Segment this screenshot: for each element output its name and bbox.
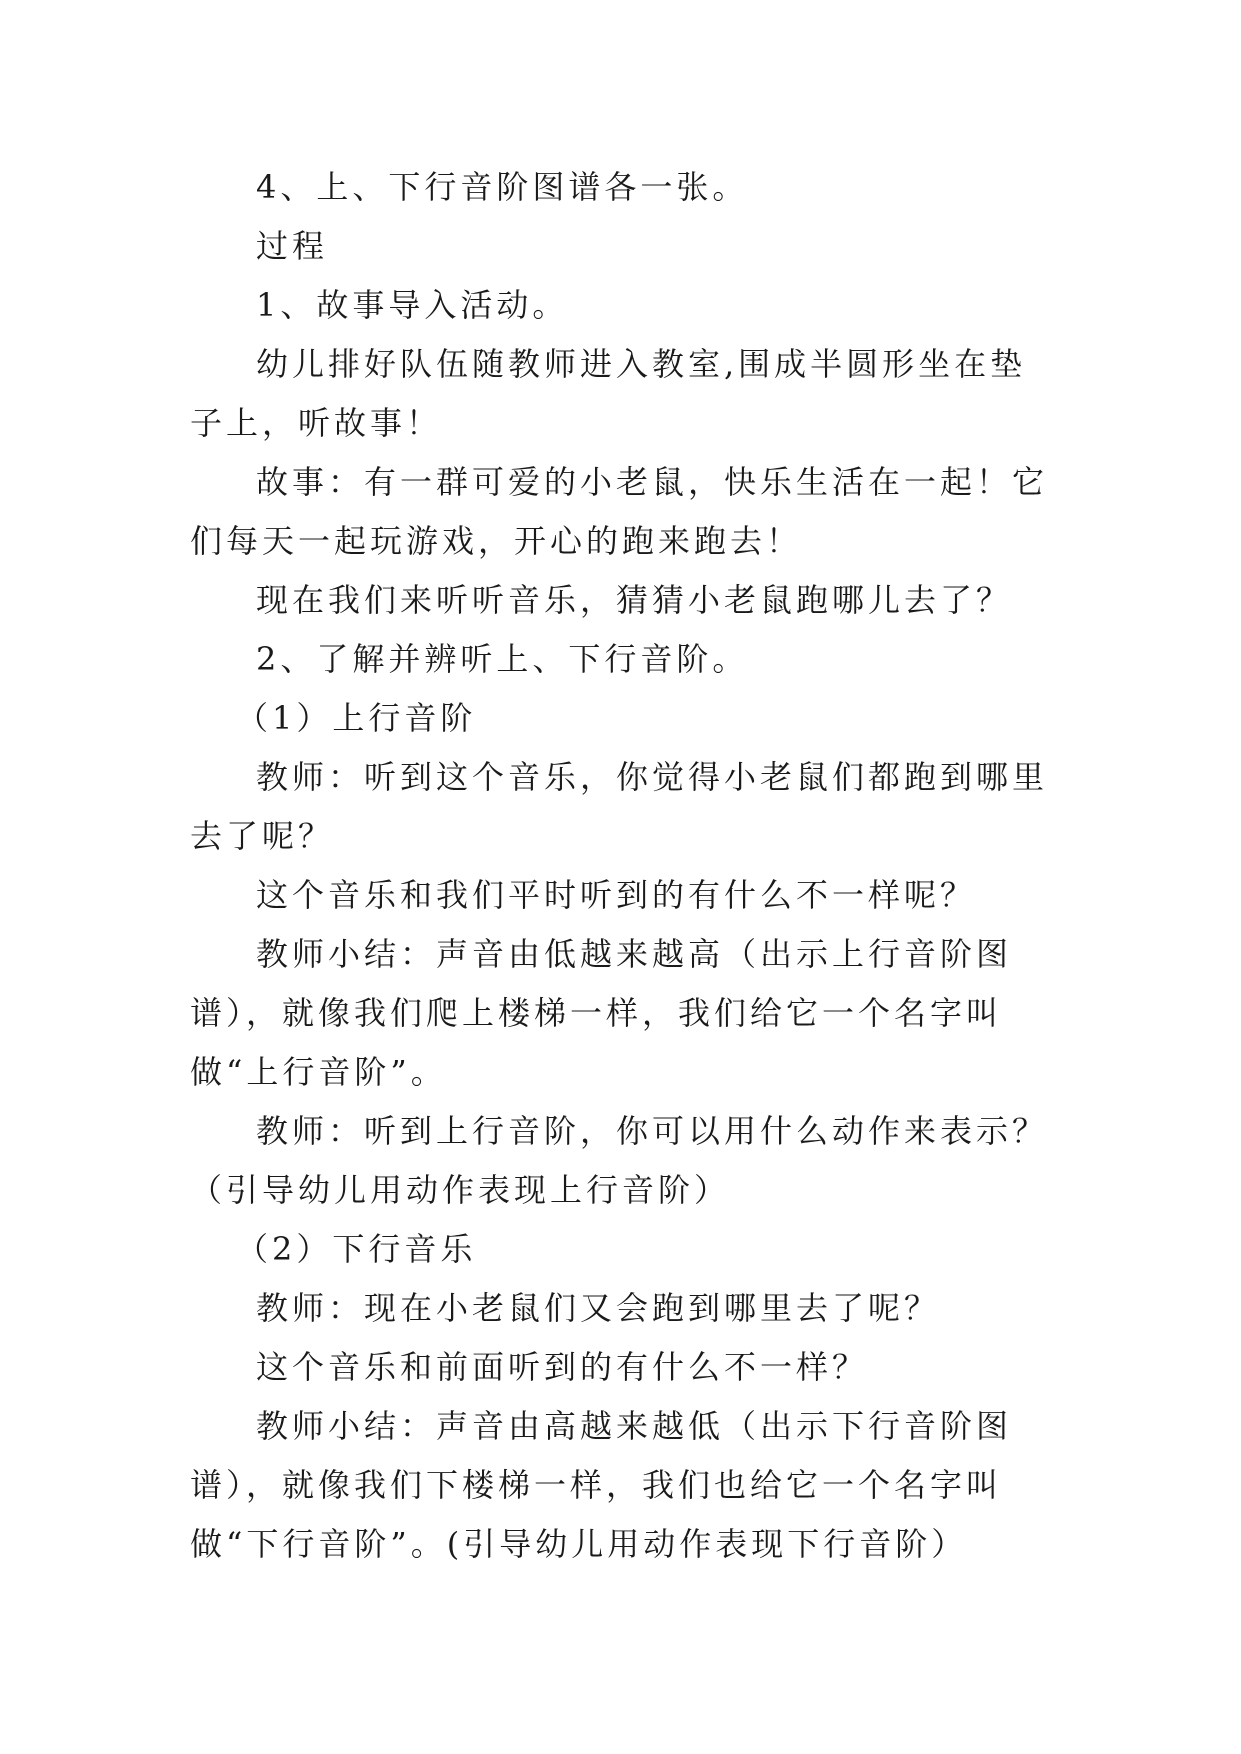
materials-item-4: 4、上、下行音阶图谱各一张。: [256, 168, 749, 206]
paragraph-listen-music: 现在我们来听听音乐，猜猜小老鼠跑哪儿去了？: [256, 581, 1013, 619]
paragraph-story: 故事：有一群可爱的小老鼠，快乐生活在一起！它们每天一起玩游戏，开心的跑来跑去！: [190, 463, 1049, 560]
paragraph-teacher-summary-2: 教师小结：声音由高越来越低（出示下行音阶图谱），就像我们下楼梯一样，我们也给它一个名字叫做“下行音阶”。(引导幼儿用动作表现下行音阶）: [190, 1407, 1013, 1563]
subsection-ascending-scale: （1）上行音阶: [236, 699, 477, 737]
section-heading-process: 过程: [256, 227, 329, 265]
paragraph-enter-classroom: 幼儿排好队伍随教师进入教室,围成半圆形坐在垫子上，听故事！: [190, 345, 1027, 442]
document-body: [190, 158, 1050, 1574]
paragraph-question-difference-2: 这个音乐和前面听到的有什么不一样？: [256, 1348, 869, 1386]
paragraph-teacher-action-1: 教师：听到上行音阶，你可以用什么动作来表示？（引导幼儿用动作表现上行音阶）: [190, 1112, 1049, 1209]
paragraph-teacher-question-2: 教师：现在小老鼠们又会跑到哪里去了呢？: [256, 1289, 941, 1327]
paragraph-question-difference-1: 这个音乐和我们平时听到的有什么不一样呢？: [256, 876, 977, 914]
paragraph-teacher-summary-1: 教师小结：声音由低越来越高（出示上行音阶图谱），就像我们爬上楼梯一样，我们给它一个名字叫做“上行音阶”。: [190, 935, 1013, 1091]
subsection-descending-music: （2）下行音乐: [236, 1230, 477, 1268]
step-2-heading: 2、了解并辨听上、下行音阶。: [256, 640, 749, 678]
step-1-heading: 1、故事导入活动。: [256, 286, 569, 324]
paragraph-teacher-question-1: 教师：听到这个音乐，你觉得小老鼠们都跑到哪里去了呢？: [190, 758, 1049, 855]
